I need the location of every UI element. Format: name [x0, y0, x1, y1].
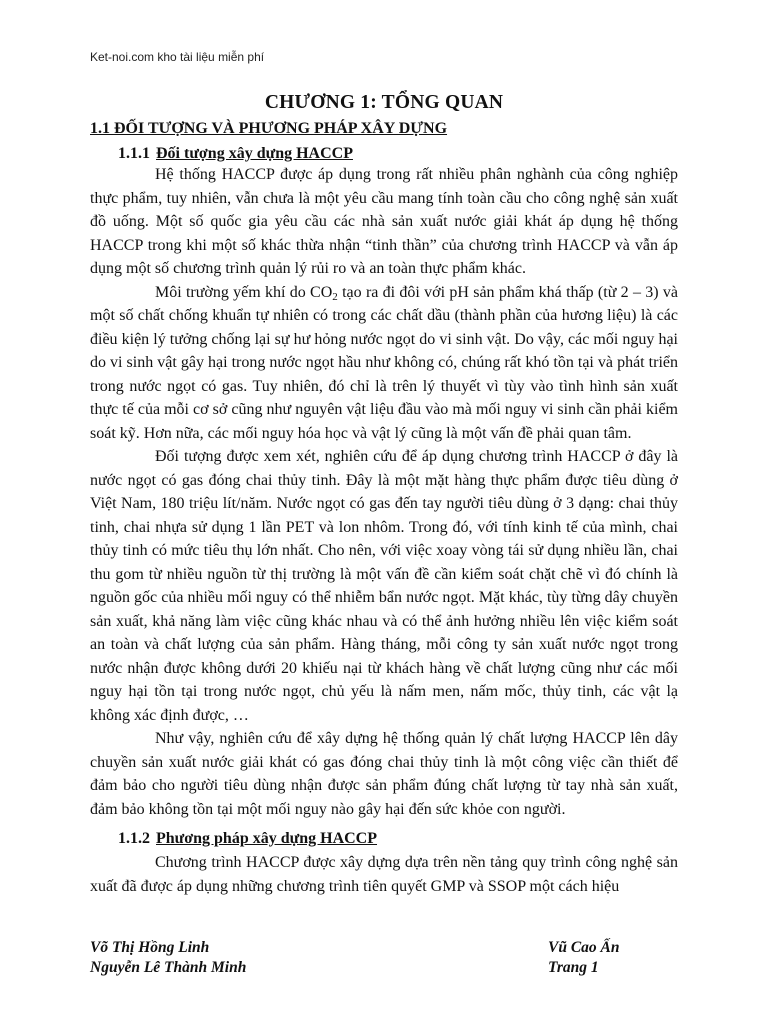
section-heading-1-1-2: [118, 830, 377, 848]
page-footer: [90, 938, 630, 978]
body-section-1-1-2: [90, 851, 678, 898]
author-name: Nguyễn Lê Thành Minh: [90, 959, 247, 976]
text-run: tạo ra đi đôi với pH sản phẩm khá thấp (từ 2 – 3) và một số chất chống khuẩn tự nhiên có trong các chất dầu (thành phần của hương liệu) là các điều kiện lý tưởng chống lại sự hư hỏng nước ngọt do vi sinh vật. Do vậy, các mối nguy hại do vi sinh vật gây hại trong nước ngọt hầu như không có, chúng rất khó tồn tại và phát triển trong nước ngọt có gas. Tuy nhiên, đó chỉ là trên lý thuyết vì tùy vào tình hình sản xuất thực tế của mỗi cơ sở cũng như nguyên vật liệu đầu vào mà mối nguy vi sinh cần phải kiểm soát kỹ. Hơn nữa, các mối nguy hóa học và vật lý cũng là một vấn đề phải quan tâm.: [90, 283, 679, 442]
body-section-1-1-1: [90, 163, 678, 821]
page-number: Trang 1: [548, 959, 599, 976]
section-number: 1.1.1: [118, 145, 150, 162]
section-title: Phương pháp xây dựng HACCP: [156, 830, 378, 847]
footer-row: [90, 958, 630, 978]
footer-row: [90, 938, 630, 958]
chapter-title: CHƯƠNG 1: TỔNG QUAN: [264, 92, 504, 113]
text-run: Môi trường yếm khí do CO: [155, 283, 333, 301]
paragraph: Chương trình HACCP được xây dựng dựa trên nền tảng quy trình công nghệ sản xuất đã được áp dụng những chương trình tiên quyết GMP và SSOP một cách hiệu: [90, 854, 678, 895]
section-heading-1-1-1: [118, 145, 353, 163]
advisor-name: Vũ Cao Ấn: [548, 939, 620, 956]
paragraph: Như vậy, nghiên cứu để xây dựng hệ thống quản lý chất lượng HACCP lên dây chuyền sản xuất nước giải khát có gas đóng chai thủy tinh là một công việc cần thiết để đảm bảo cho người tiêu dùng nhận được sản phẩm đúng chất lượng từ tay nhà sản xuất, đảm bảo không tồn tại một mối nguy nào gây hại đến sức khỏe con người.: [90, 730, 678, 818]
header-note: Ket-noi.com kho tài liệu miễn phí: [90, 50, 265, 64]
section-heading-1-1: 1.1 ĐỐI TƯỢNG VÀ PHƯƠNG PHÁP XÂY DỰNG: [90, 120, 448, 137]
paragraph: Hệ thống HACCP được áp dụng trong rất nhiều phân nghành của công nghiệp thực phẩm, tuy nhiên, vẫn chưa là một yêu cầu mang tính toàn cầu cho công nghệ sản xuất đồ uống. Một số quốc gia yêu cầu các nhà sản xuất nước giải khát áp dụng hệ thống HACCP trong khi một số khác thừa nhận “tinh thần” của chương trình HACCP và vẫn áp dụng một số chương trình quản lý rủi ro và an toàn thực phẩm khác.: [90, 166, 678, 277]
section-number: 1.1.2: [118, 830, 150, 847]
paragraph: [90, 281, 678, 446]
paragraph: Đối tượng được xem xét, nghiên cứu để áp dụng chương trình HACCP ở đây là nước ngọt có gas đóng chai thủy tinh. Đây là một mặt hàng thực phẩm được tiêu dùng ở Việt Nam, 180 triệu lít/năm. Nước ngọt có gas đến tay người tiêu dùng ở 3 dạng: chai thủy tinh, chai nhựa sử dụng 1 lần PET và lon nhôm. Trong đó, với tính kinh tế của mình, chai thủy tinh có mức tiêu thụ lớn nhất. Cho nên, với việc xoay vòng tái sử dụng nhiều lần, chai thu gom từ nhiều nguồn từ thị trường là một vấn đề cần kiểm soát chặt chẽ vì đó chính là nguồn gốc của nhiều mối nguy có thể nhiễm bẩn nước ngọt. Mặt khác, tùy từng dây chuyền sản xuất, khả năng làm việc cũng khác nhau và có thể ảnh hưởng nhiều lên việc kiểm soát an toàn và chất lượng của sản phẩm. Hàng tháng, mỗi công ty sản xuất nước ngọt trong nước nhận được không dưới 20 khiếu nại từ khách hàng về chất lượng cũng như các mối nguy hại tồn tại trong nước ngọt, chủ yếu là nấm men, nấm mốc, thủy tinh, các vật lạ không xác định được, …: [90, 448, 678, 724]
section-title: Đối tượng xây dựng HACCP: [156, 145, 353, 162]
author-name: Võ Thị Hồng Linh: [90, 939, 210, 956]
subscript: 2: [332, 290, 338, 303]
